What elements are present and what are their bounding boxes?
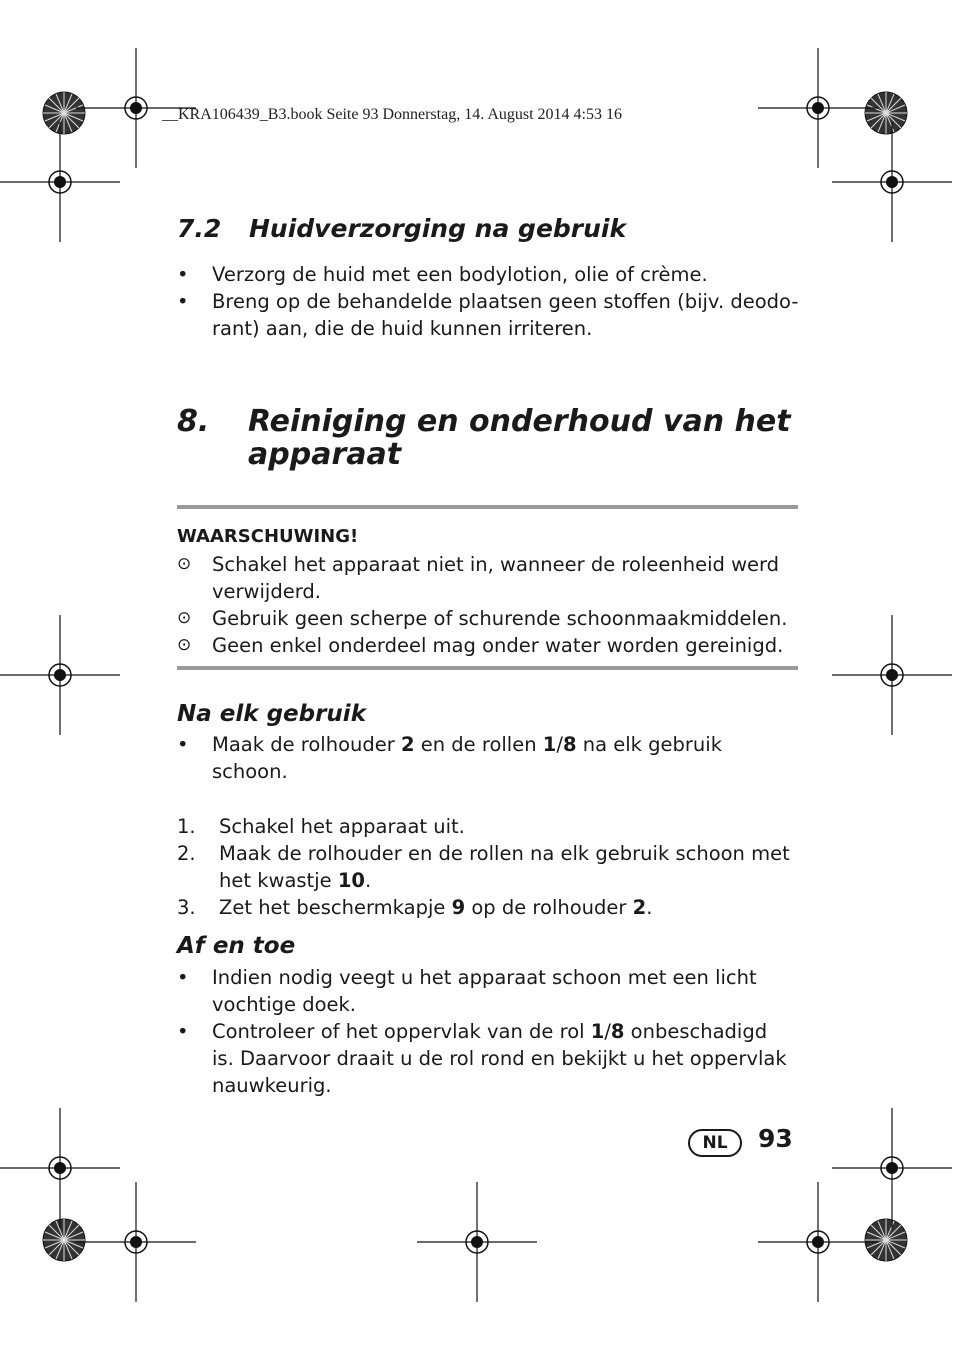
warning-bottom-rule bbox=[177, 666, 798, 670]
list-item: • Verzorg de huid met een bodylotion, olie of crème. bbox=[177, 263, 708, 286]
list-item: • Breng op de behandelde plaatsen geen stoffen (bijv. deodo- rant) aan, die de huid kunnen irriteren. bbox=[177, 290, 799, 340]
bullet-icon: • bbox=[177, 966, 189, 989]
warning-item: ⊙ Schakel het apparaat niet in, wanneer de roleenheid werd verwijderd. bbox=[177, 553, 780, 603]
step-item: 1. Schakel het apparaat uit. bbox=[177, 815, 465, 838]
bullet-icon: • bbox=[177, 290, 189, 313]
registration-star-top-left bbox=[43, 92, 85, 134]
warning-bullet-icon: ⊙ bbox=[177, 608, 192, 628]
bullet-icon: • bbox=[177, 1020, 189, 1043]
list-item: • Controleer of het oppervlak van de rol 1/8 onbeschadigd is. Daarvoor draait u de rol rond en bekijkt u het oppervlak nauwkeurig. bbox=[177, 1020, 787, 1097]
registration-star-bottom-right bbox=[865, 1219, 907, 1261]
page-number: 93 bbox=[758, 1124, 793, 1153]
warning-top-rule bbox=[177, 505, 798, 509]
na-elk-gebruik-bullet bbox=[177, 731, 801, 785]
warning-item: ⊙ Gebruik geen scherpe of schurende schoonmaakmiddelen. bbox=[177, 607, 788, 630]
crop-mark-top-left-b bbox=[0, 122, 120, 242]
registration-star-bottom-left bbox=[43, 1219, 85, 1261]
section-8-title: Reiniging en onderhoud van het apparaat bbox=[248, 404, 791, 472]
na-elk-gebruik-heading: Na elk gebruik bbox=[177, 701, 366, 727]
crop-mark-bottom-left-b bbox=[76, 1182, 196, 1302]
crop-mark-bottom-center bbox=[417, 1182, 537, 1302]
warning-items bbox=[177, 551, 801, 659]
bullet-icon: • bbox=[177, 263, 189, 286]
list-item: • Maak de rolhouder 2 en de rollen 1/8 na elk gebruik schoon. bbox=[177, 733, 722, 783]
section-7-2-title: Huidverzorging na gebruik bbox=[249, 214, 627, 243]
section-7-2-heading bbox=[177, 214, 626, 243]
warning-bullet-icon: ⊙ bbox=[177, 554, 192, 574]
registration-star-top-right bbox=[865, 92, 907, 134]
section-7-2-bullets bbox=[177, 261, 801, 342]
crop-mark-bottom-left-a bbox=[0, 1108, 120, 1228]
warning-item: ⊙ Geen enkel onderdeel mag onder water worden gereinigd. bbox=[177, 634, 784, 657]
warning-title: WAARSCHUWING! bbox=[177, 526, 359, 547]
crop-mark-middle-left bbox=[0, 615, 120, 735]
language-badge: NL bbox=[688, 1129, 742, 1157]
list-item: • Indien nodig veegt u het apparaat schoon met een licht vochtige doek. bbox=[177, 966, 757, 1016]
step-item: 3. Zet het beschermkapje 9 op de rolhouder 2. bbox=[177, 896, 653, 919]
crop-mark-middle-right bbox=[832, 615, 952, 735]
bullet-icon: • bbox=[177, 733, 189, 756]
section-7-2-number: 7.2 bbox=[177, 214, 222, 243]
print-file-info: __KRA106439_B3.book Seite 93 Donnerstag, 14. August 2014 4:53 16 bbox=[162, 106, 622, 123]
crop-mark-top-right-b bbox=[832, 122, 952, 242]
warning-bullet-icon: ⊙ bbox=[177, 635, 192, 655]
crop-mark-bottom-right-b bbox=[832, 1108, 952, 1228]
crop-mark-top-right-a bbox=[758, 48, 878, 168]
step-item: 2. Maak de rolhouder en de rollen na elk gebruik schoon met het kwastje 10. bbox=[177, 842, 790, 892]
section-8-number: 8. bbox=[177, 404, 210, 439]
crop-mark-bottom-right-a bbox=[758, 1182, 878, 1302]
steps-list bbox=[177, 813, 801, 921]
af-en-toe-bullets bbox=[177, 964, 801, 1099]
af-en-toe-heading: Af en toe bbox=[177, 933, 296, 959]
